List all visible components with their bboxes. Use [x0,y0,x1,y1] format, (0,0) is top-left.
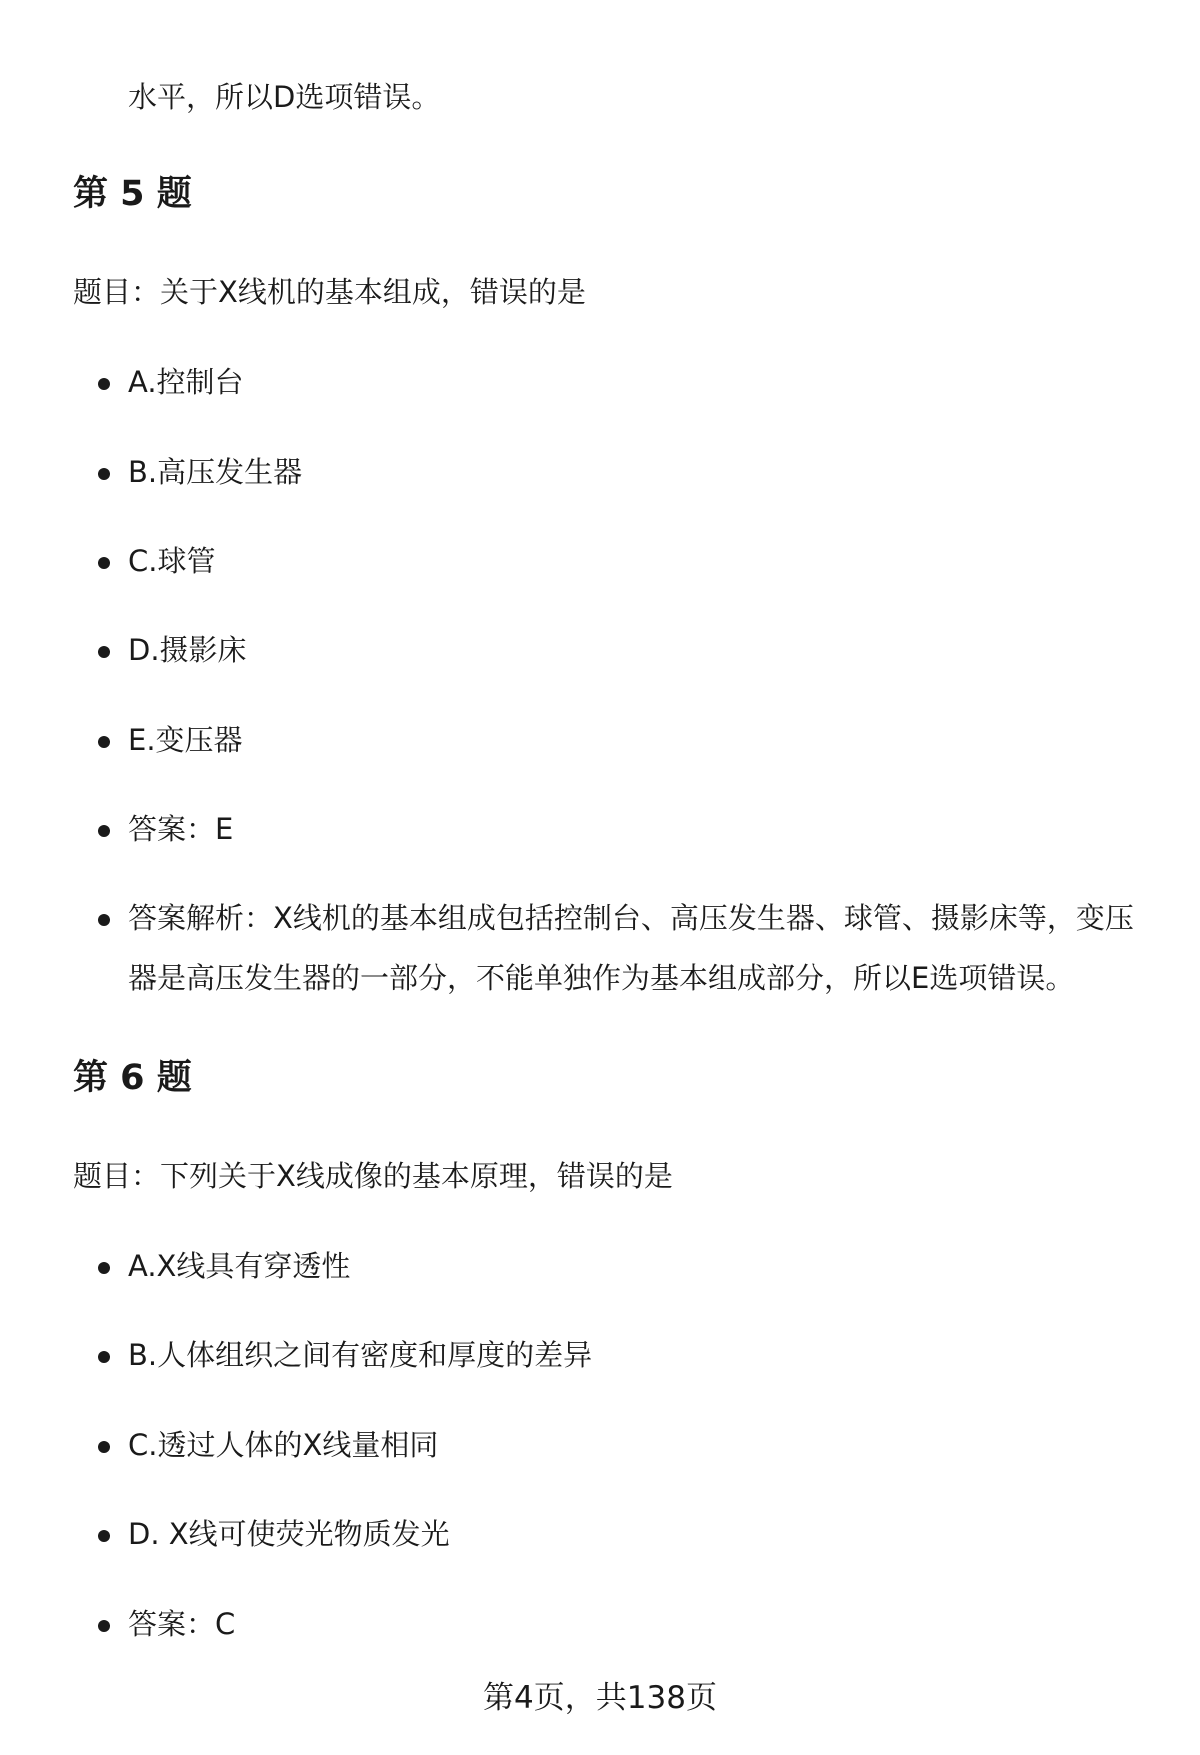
explanation-text: 答案解析：X线机的基本组成包括控制台、高压发生器、球管、摄影床等，变压器是高压发生器的一部分，不能单独作为基本组成部分，所以E选项错误。 [128,901,1134,995]
option-text: B.高压发生器 [128,455,303,489]
bullet-icon [98,1530,110,1542]
question-6-heading: 第 6 题 [73,1058,192,1098]
bullet-icon [98,1441,110,1453]
option-text: A.X线具有穿透性 [128,1249,351,1283]
question-5-text: 题目：关于X线机的基本组成，错误的是 [73,275,586,309]
answer-text: 答案：C [128,1607,236,1641]
bullet-icon [98,646,110,658]
bullet-icon [98,1620,110,1632]
answer-text: 答案：E [128,812,234,846]
option-text: B.人体组织之间有密度和厚度的差异 [128,1338,593,1372]
option-text: C.球管 [128,544,216,578]
question-5-heading: 第 5 题 [73,174,192,214]
bullet-icon [98,736,110,748]
question-6-text: 题目：下列关于X线成像的基本原理，错误的是 [73,1159,673,1193]
option-text: C.透过人体的X线量相同 [128,1428,439,1462]
previous-explanation-continuation: 水平，所以D选项错误。 [128,80,441,114]
bullet-icon [98,914,110,926]
option-text: A.控制台 [128,365,244,399]
bullet-icon [98,557,110,569]
option-text: D. X线可使荧光物质发光 [128,1517,450,1551]
bullet-icon [98,1351,110,1363]
bullet-icon [98,825,110,837]
bullet-icon [98,378,110,390]
bullet-icon [98,1262,110,1274]
option-text: E.变压器 [128,723,243,757]
page-number-footer: 第4页，共138页 [483,1680,717,1716]
bullet-icon [98,468,110,480]
option-text: D.摄影床 [128,633,247,667]
